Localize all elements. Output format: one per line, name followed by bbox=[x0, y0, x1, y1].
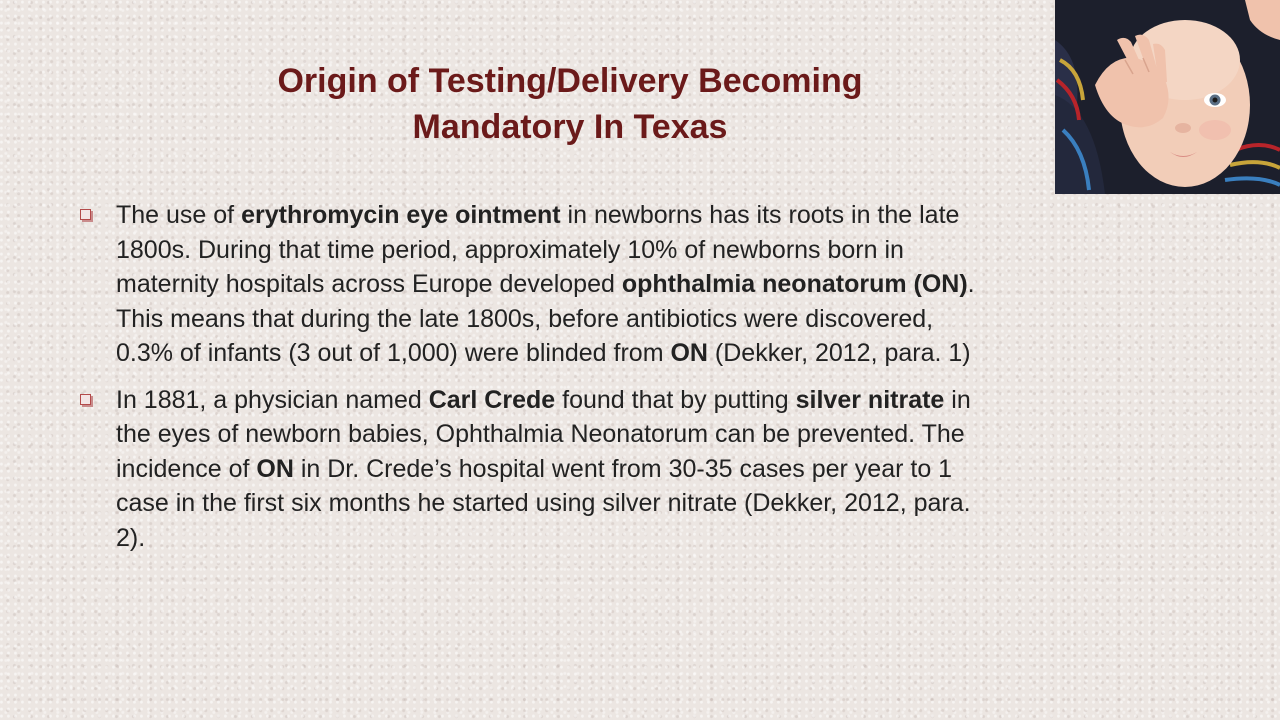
title-line-2: Mandatory In Texas bbox=[412, 108, 728, 146]
slide-title bbox=[110, 58, 1030, 150]
square-bullet-icon bbox=[80, 209, 91, 220]
text-run: found that by putting bbox=[555, 385, 796, 414]
list-item bbox=[78, 198, 978, 371]
list-item bbox=[78, 383, 978, 556]
bullet-list bbox=[78, 198, 978, 567]
bullet-text bbox=[116, 201, 975, 367]
text-run: . This means that during the late 1800s, before antibiotics were discovered, 0.3% of infants (3 out of 1,000) were blinded from bbox=[116, 270, 975, 367]
bold-phrase: ophthalmia neonatorum (ON) bbox=[621, 270, 968, 298]
bold-phrase: silver nitrate bbox=[795, 385, 945, 414]
bold-phrase: Carl Crede bbox=[428, 385, 556, 414]
title-line-1: Origin of Testing/Delivery Becoming bbox=[277, 62, 863, 100]
text-run: in newborns has its roots in the late 1800s. During that time period, approximately 10% of newborns born in maternity hospitals across Europe developed bbox=[116, 201, 960, 298]
text-run: in the eyes of newborn babies, Ophthalmia Neonatorum can be prevented. The incidence of bbox=[116, 385, 971, 483]
bold-phrase: ON bbox=[670, 339, 708, 367]
text-run: (Dekker, 2012, para. 1) bbox=[707, 339, 971, 367]
bold-phrase: erythromycin eye ointment bbox=[241, 201, 561, 229]
text-run: The use of bbox=[116, 201, 242, 229]
bold-phrase: ON bbox=[256, 454, 294, 483]
bullet-text bbox=[116, 386, 971, 552]
text-run: In 1881, a physician named bbox=[116, 385, 429, 414]
text-run: in Dr. Crede’s hospital went from 30-35 cases per year to 1 case in the first six months he started using silver nitrate (Dekker, 2012, para. 2). bbox=[116, 454, 971, 552]
baby-photo bbox=[1055, 0, 1280, 194]
square-bullet-icon bbox=[80, 394, 91, 405]
